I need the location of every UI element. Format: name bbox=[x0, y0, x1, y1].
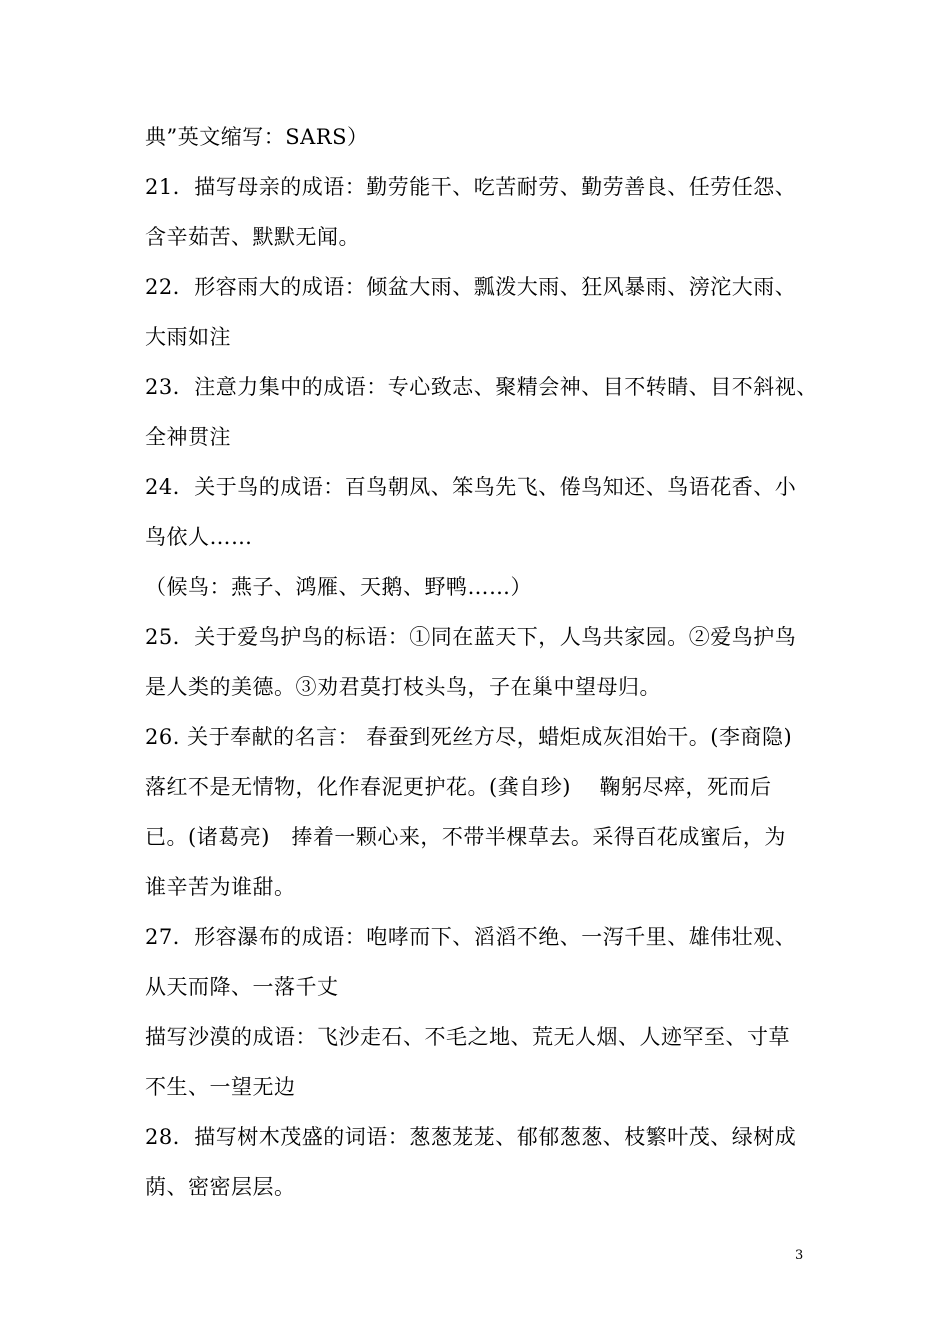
text-line: 大雨如注 bbox=[145, 325, 231, 349]
text-line: 鸟依人…… bbox=[145, 525, 253, 549]
text-line: 23．注意力集中的成语：专心致志、聚精会神、目不转睛、目不斜视、 bbox=[145, 375, 818, 399]
text-line: 从天而降、一落千丈 bbox=[145, 975, 339, 999]
text-line: 21．描写母亲的成语：勤劳能干、吃苦耐劳、勤劳善良、任劳任怨、 bbox=[145, 175, 797, 199]
text-line: 已。(诸葛亮) 捧着一颗心来，不带半棵草去。采得百花成蜜后，为 bbox=[145, 825, 786, 849]
text-line: 谁辛苦为谁甜。 bbox=[145, 875, 296, 899]
document-body bbox=[145, 112, 818, 1212]
page-number: 3 bbox=[795, 1248, 804, 1263]
text-line: 典”英文缩写：SARS） bbox=[145, 125, 369, 149]
text-line: 落红不是无情物，化作春泥更护花。(龚自珍) 鞠躬尽瘁，死而后 bbox=[145, 775, 772, 799]
text-line: 全神贯注 bbox=[145, 425, 231, 449]
text-line: 22．形容雨大的成语：倾盆大雨、瓢泼大雨、狂风暴雨、滂沱大雨、 bbox=[145, 275, 797, 299]
text-line: 24．关于鸟的成语：百鸟朝凤、笨鸟先飞、倦鸟知还、鸟语花香、小 bbox=[145, 475, 797, 499]
text-line: （候鸟：燕子、鸿雁、天鹅、野鸭……） bbox=[145, 575, 532, 599]
text-line: 26. 关于奉献的名言： 春蚕到死丝方尽，蜡炬成灰泪始干。(李商隐) bbox=[145, 725, 793, 749]
text-line: 27．形容瀑布的成语：咆哮而下、滔滔不绝、一泻千里、雄伟壮观、 bbox=[145, 925, 797, 949]
text-line: 25．关于爱鸟护鸟的标语：①同在蓝天下，人鸟共家园。②爱鸟护鸟 bbox=[145, 625, 797, 649]
text-line: 描写沙漠的成语：飞沙走石、不毛之地、荒无人烟、人迹罕至、寸草 bbox=[145, 1025, 790, 1049]
text-line: 28．描写树木茂盛的词语：葱葱茏茏、郁郁葱葱、枝繁叶茂、绿树成 bbox=[145, 1125, 797, 1149]
text-line: 荫、密密层层。 bbox=[145, 1175, 296, 1199]
text-line: 是人类的美德。③劝君莫打枝头鸟，子在巢中望母归。 bbox=[145, 675, 661, 699]
text-line: 不生、一望无边 bbox=[145, 1075, 296, 1099]
text-line: 含辛茹苦、默默无闻。 bbox=[145, 225, 360, 249]
